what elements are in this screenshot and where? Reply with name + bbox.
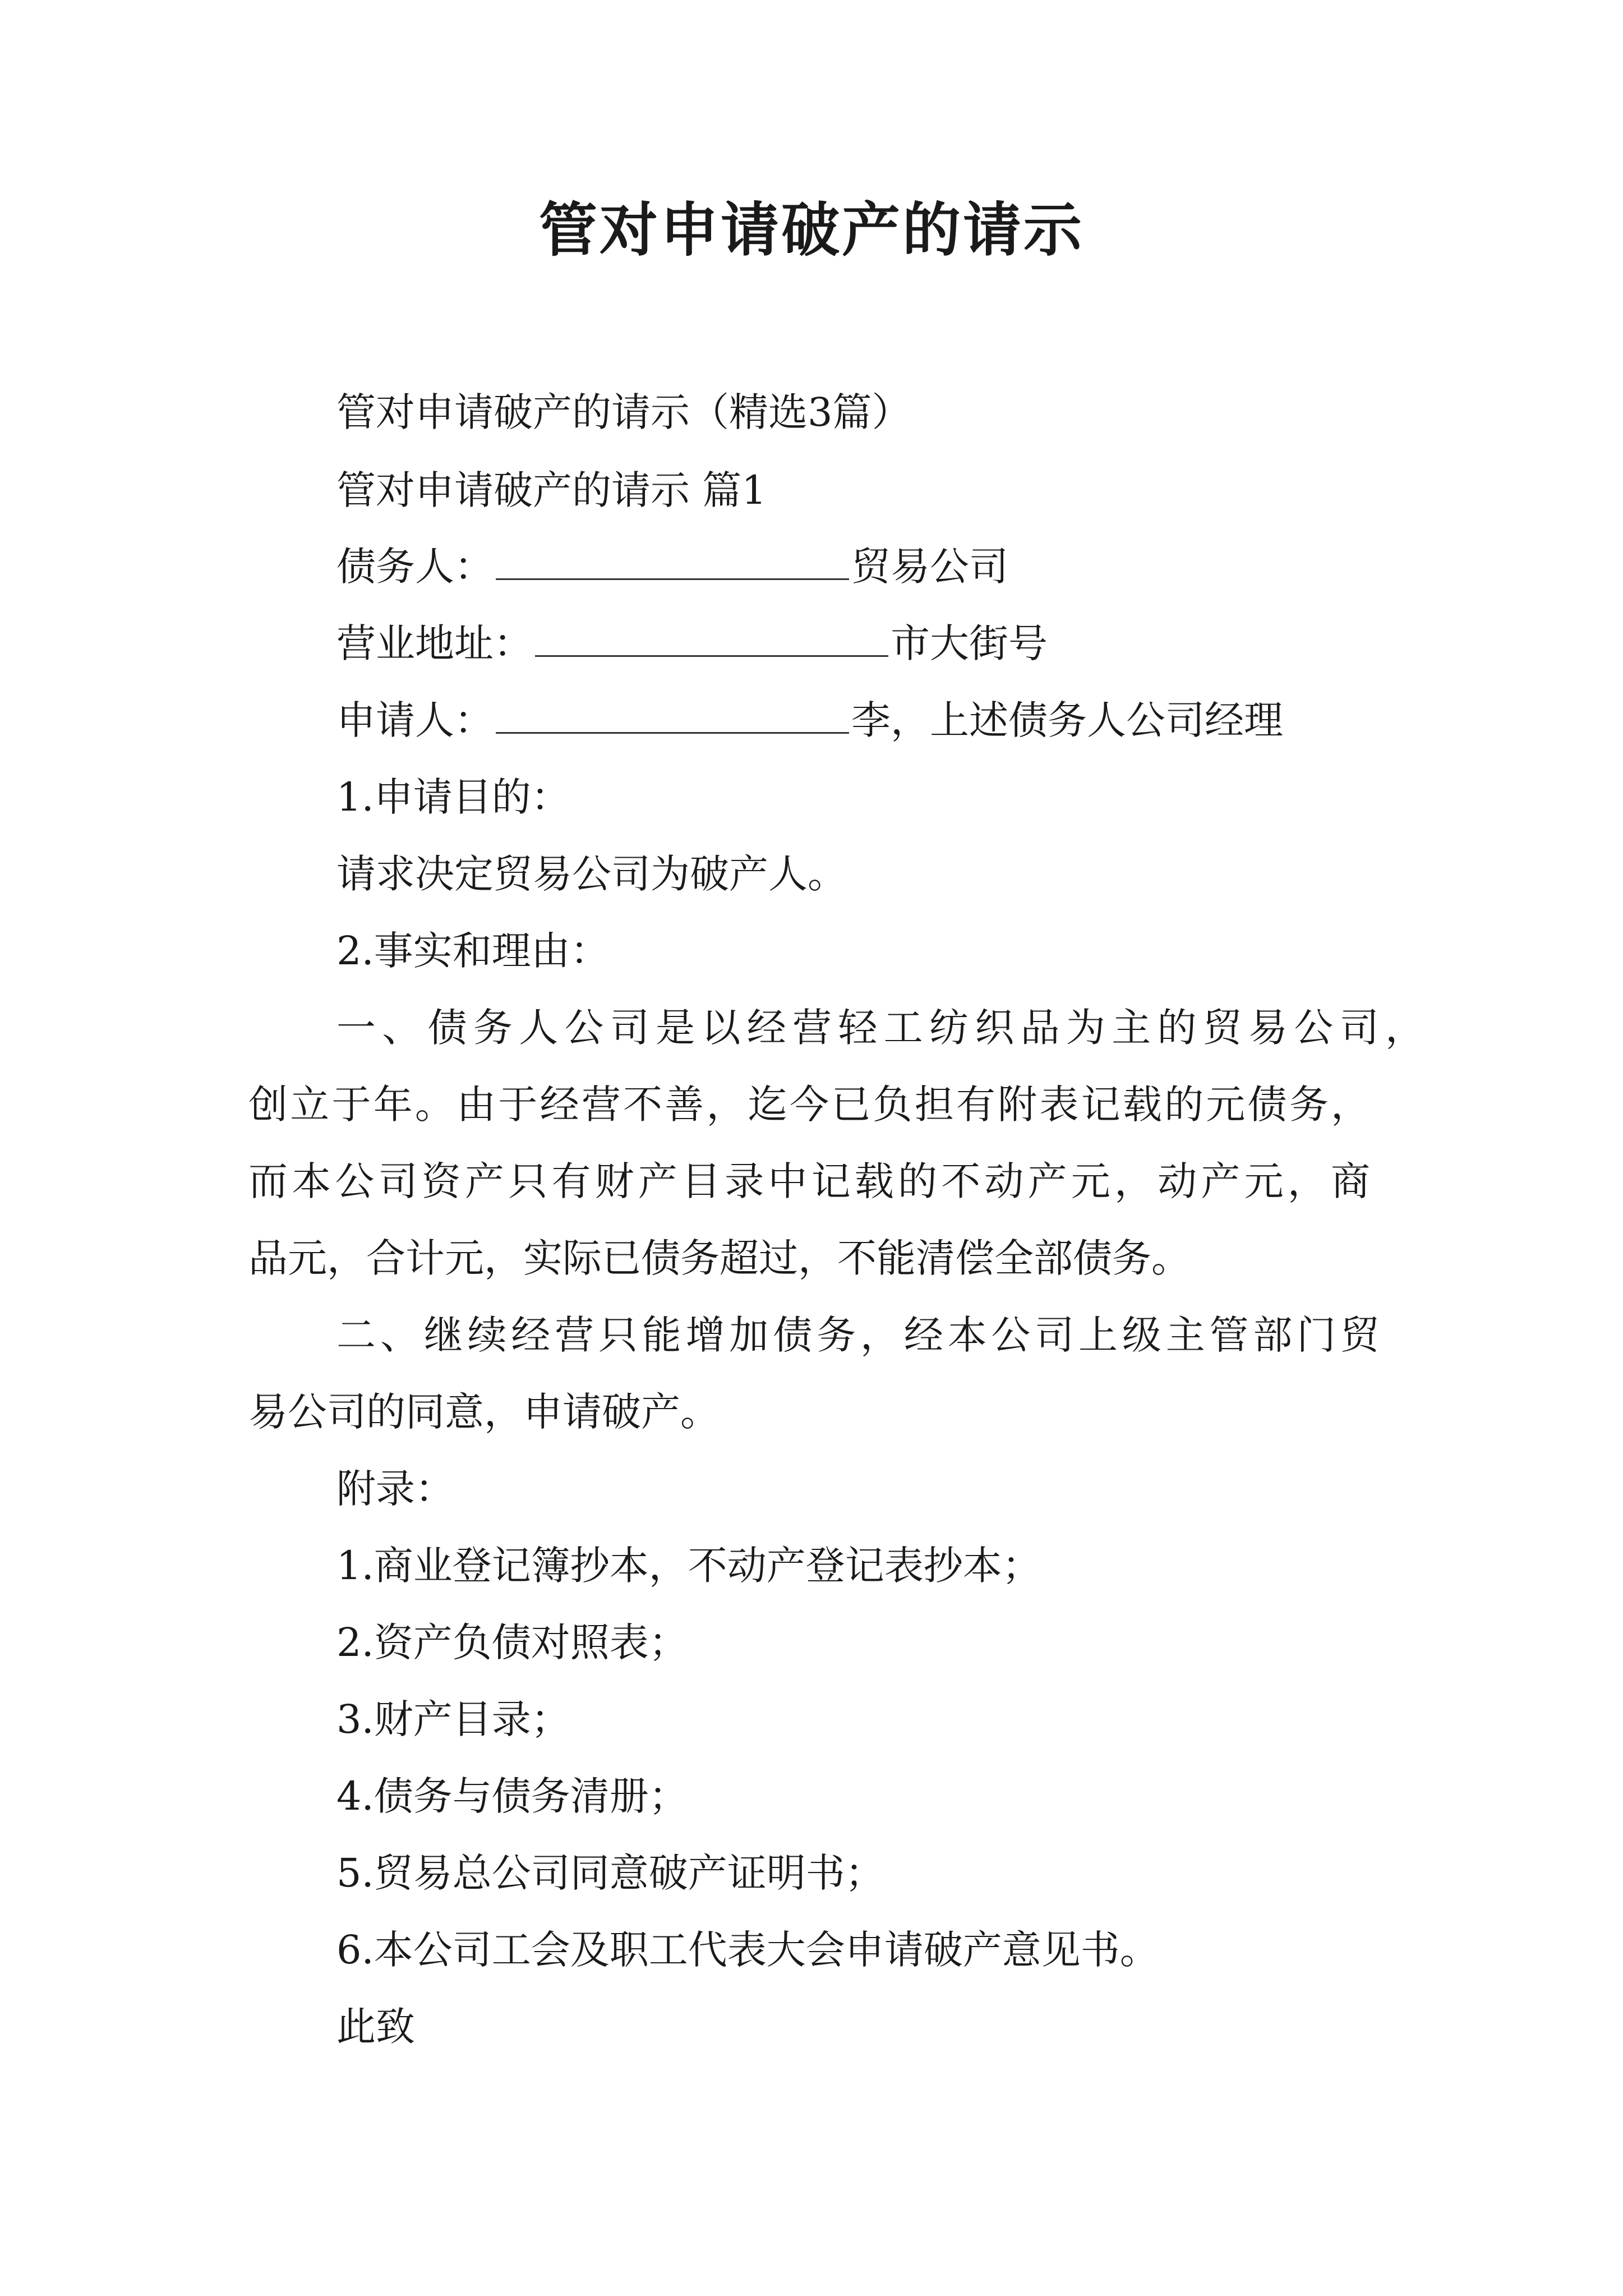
para1-line-2: 创立于年。由于经营不善，迄今已负担有附表记载的元债务， bbox=[248, 1082, 1370, 1128]
facts-heading: 2.事实和理由： bbox=[336, 928, 610, 974]
purpose-heading: 1.申请目的： bbox=[336, 774, 570, 820]
debtor-blank bbox=[496, 539, 849, 580]
section-heading: 管对申请破产的请示 篇1 bbox=[336, 467, 767, 513]
para2-line-1: 二、继续经营只能增加债务，经本公司上级主管部门贸 bbox=[336, 1312, 1380, 1358]
para1-line-1: 一、债务人公司是以经营轻工纺织品为主的贸易公司， bbox=[336, 1005, 1424, 1051]
appendix-heading: 附录： bbox=[336, 1466, 454, 1512]
para2-line-2: 易公司的同意，申请破产。 bbox=[248, 1389, 720, 1435]
applicant-label: 申请人： bbox=[336, 697, 494, 743]
address-suffix: 市大街号 bbox=[891, 620, 1048, 666]
applicant-suffix: 李，上述债务人公司经理 bbox=[851, 697, 1283, 743]
address-label: 营业地址： bbox=[336, 620, 533, 666]
appendix-item: 2.资产负债对照表； bbox=[336, 1619, 688, 1665]
address-blank bbox=[535, 616, 888, 657]
document-subtitle: 管对申请破产的请示（精选3篇） bbox=[336, 389, 911, 435]
appendix-item: 1.商业登记簿抄本，不动产登记表抄本； bbox=[336, 1543, 1041, 1589]
applicant-blank bbox=[496, 693, 849, 734]
debtor-suffix: 贸易公司 bbox=[851, 544, 1008, 590]
applicant-line bbox=[336, 692, 1283, 748]
document-title: 管对申请破产的请示 bbox=[538, 196, 1084, 264]
appendix-item: 6.本公司工会及职工代表大会申请破产意见书。 bbox=[336, 1927, 1159, 1973]
purpose-text: 请求决定贸易公司为破产人。 bbox=[336, 851, 847, 897]
appendix-item: 4.债务与债务清册； bbox=[336, 1773, 688, 1819]
debtor-label: 债务人： bbox=[336, 544, 494, 590]
address-line bbox=[336, 615, 1048, 671]
appendix-item: 5.贸易总公司同意破产证明书； bbox=[336, 1850, 884, 1896]
para1-line-3: 而本公司资产只有财产目录中记载的不动产元，动产元，商 bbox=[248, 1158, 1370, 1204]
para1-line-4: 品元，合计元，实际已债务超过，不能清偿全部债务。 bbox=[248, 1235, 1191, 1281]
closing-text: 此致 bbox=[336, 2004, 415, 2050]
debtor-line bbox=[336, 539, 1008, 595]
appendix-item: 3.财产目录； bbox=[336, 1696, 570, 1742]
